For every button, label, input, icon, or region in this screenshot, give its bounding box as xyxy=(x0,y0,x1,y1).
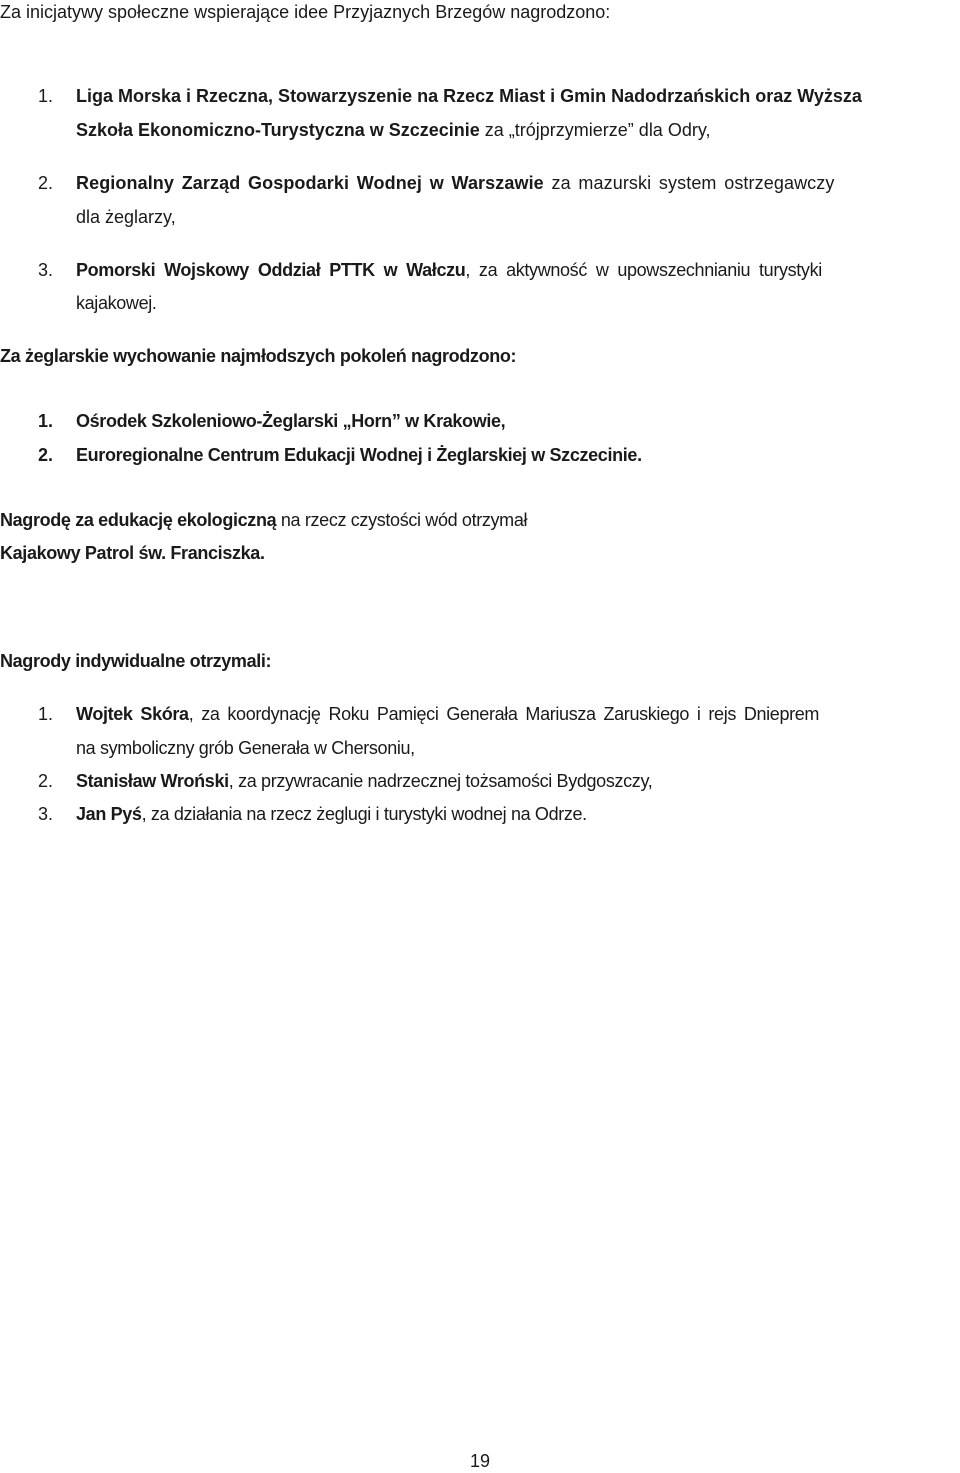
award-reason: dla żeglarzy, xyxy=(76,207,176,227)
list-item-text xyxy=(76,802,587,826)
award-reason: , za działania na rzecz żeglugi i turystyki wodnej na Odrze. xyxy=(141,804,587,824)
awardee-name: Szkoła Ekonomiczno-Turystyczna w Szczecinie xyxy=(76,120,480,140)
award-reason: , za aktywność w upowszechnianiu turystyki xyxy=(465,260,822,280)
awardee-name: Kajakowy Patrol św. Franciszka. xyxy=(0,543,265,563)
list-number: 2. xyxy=(38,173,54,193)
list-number: 1. xyxy=(38,411,54,431)
list-number: 1. xyxy=(38,86,54,106)
award-reason: kajakowej. xyxy=(76,293,157,313)
list-number: 3. xyxy=(38,804,54,824)
award-reason: na rzecz czystości wód otrzymał xyxy=(276,510,528,530)
awardee-name: Euroregionalne Centrum Edukacji Wodnej i Żeglarskiej w Szczecinie. xyxy=(76,445,642,465)
list-item-text xyxy=(76,118,711,142)
awardee-name: Jan Pyś xyxy=(76,804,142,824)
list-number: 3. xyxy=(38,260,54,280)
list-item-text xyxy=(76,171,960,195)
page-number: 19 xyxy=(469,1451,491,1471)
award-reason: za mazurski system ostrzegawczy xyxy=(543,173,835,193)
award-reason: za „trójprzymierze” dla Odry, xyxy=(479,120,711,140)
heading-text: Nagrody indywidualne otrzymali: xyxy=(0,651,272,671)
awardee-name: Pomorski Wojskowy Oddział PTTK w Wałczu xyxy=(76,260,466,280)
awardee-name: Liga Morska i Rzeczna, Stowarzyszenie na Rzecz Miast i Gmin Nadodrzańskich oraz Wyższa xyxy=(76,86,862,106)
awardee-name: Ośrodek Szkoleniowo-Żeglarski „Horn” w Krakowie, xyxy=(76,411,506,431)
list-number: 2. xyxy=(38,445,54,465)
award-reason: na symboliczny grób Generała w Chersoniu, xyxy=(76,738,415,758)
award-reason: , za przywracanie nadrzecznej tożsamości Bydgoszczy, xyxy=(228,771,653,791)
list-number: 2. xyxy=(38,771,54,791)
list-item-text xyxy=(76,702,819,726)
award-reason: , za koordynację Roku Pamięci Generała Mariusza Zaruskiego i rejs Dnieprem xyxy=(188,704,820,724)
list-item-text xyxy=(76,769,652,793)
heading-text: Za inicjatywy społeczne wspierające idee Przyjaznych Brzegów nagrodzono: xyxy=(0,2,611,22)
awardee-name: Stanisław Wroński xyxy=(76,771,229,791)
awardee-name: Regionalny Zarząd Gospodarki Wodnej w Warszawie xyxy=(76,173,544,193)
award-category: Nagrodę za edukację ekologiczną xyxy=(0,510,277,530)
awardee-name: Wojtek Skóra xyxy=(76,704,189,724)
list-number: 1. xyxy=(38,704,54,724)
heading-text: Za żeglarskie wychowanie najmłodszych pokoleń nagrodzono: xyxy=(0,346,517,366)
list-item-text xyxy=(76,258,822,282)
eco-award-text xyxy=(0,508,527,532)
